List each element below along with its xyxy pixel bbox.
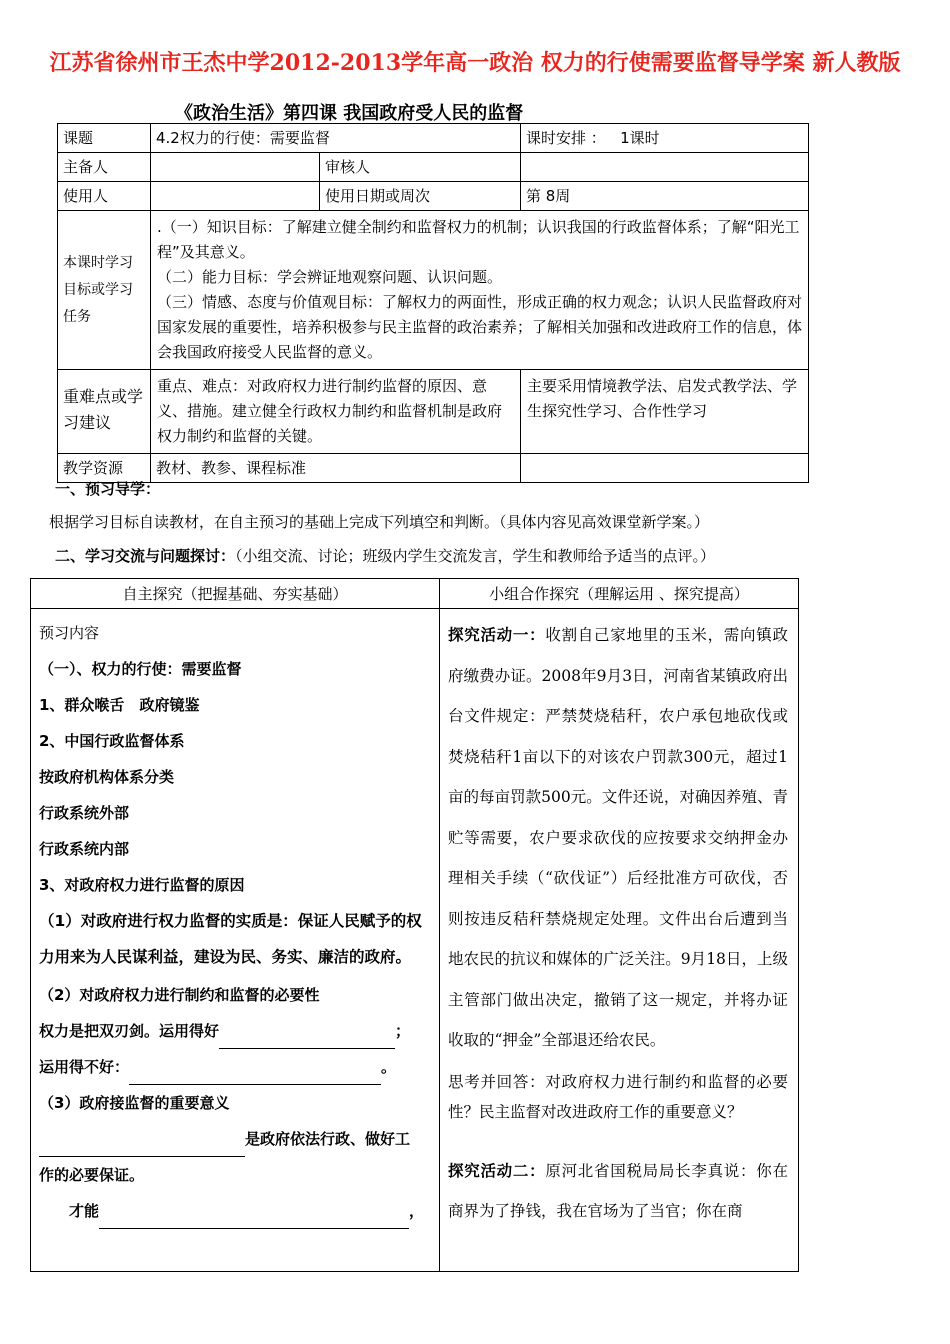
fill-1-prefix: 权力是把双刃剑。运用得好	[39, 1022, 220, 1040]
lesson-info-table	[57, 123, 809, 483]
topic-value: 4.2权力的行使：需要监督	[151, 124, 521, 153]
section-discussion-title: 二、学习交流与问题探讨：	[55, 547, 236, 565]
left-column-header: 自主探究（把握基础、夯实基础）	[122, 585, 348, 603]
user-value	[151, 182, 320, 211]
section-discussion-text: （小组交流、讨论；班级内学生交流发言，学生和教师给予适当的点评。）	[235, 547, 716, 565]
fill-blank-line-2	[39, 1049, 429, 1085]
schedule-value: 1课时	[620, 129, 660, 147]
activity-2-label: 探究活动二：	[448, 1160, 546, 1180]
fill-3-suffix: 是政府依法行政、做好工	[245, 1130, 411, 1148]
fill-2-prefix: 运用得不好：	[39, 1058, 130, 1076]
resource-label: 教学资源	[58, 454, 151, 483]
left-item-2: 2、中国行政监督体系	[39, 732, 185, 750]
fill-blank-2[interactable]	[129, 1062, 381, 1085]
fill-blank-3[interactable]	[39, 1134, 245, 1157]
section-preview-title: 一、预习导学：	[55, 480, 161, 498]
key-points: 重点、难点：对政府权力进行制约监督的原因、意义、措施。建立健全行政权力制约和监督机制是政府权力制约和监督的关键。	[151, 370, 521, 454]
user-label: 使用人	[58, 182, 151, 211]
preview-content-label: 预习内容	[39, 624, 100, 642]
goals-cell	[151, 211, 809, 370]
section-preview-text: 根据学习目标自读教材，在自主预习的基础上完成下列填空和判断。（具体内容见高效课堂新学案。）	[49, 513, 710, 531]
left-item-3b: （2）对政府权力进行制约和监督的必要性	[39, 986, 320, 1004]
reviewer-label: 审核人	[320, 153, 521, 182]
fill-blank-4[interactable]	[99, 1206, 409, 1229]
fill-4-prefix: 才能	[69, 1202, 100, 1220]
fill-blank-line-3	[39, 1121, 429, 1157]
schedule-cell	[521, 124, 809, 153]
resource-empty	[521, 454, 809, 483]
activity-2	[448, 1151, 788, 1232]
topic-label: 课题	[58, 124, 151, 153]
group-study-column	[440, 609, 796, 1232]
preparer-value	[151, 153, 320, 182]
document-title: 江苏省徐州市王杰中学2012-2013学年高一政治 权力的行使需要监督导学案 新人教版	[49, 50, 901, 76]
fill-3-continuation: 作的必要保证。	[39, 1166, 145, 1184]
left-para-1: （1）对政府进行权力监督的实质是：保证人民赋予的权力用来为人民谋利益，建设为民、务实、廉洁的政府。	[39, 912, 422, 966]
study-table	[30, 578, 799, 1272]
left-heading-1: （一）、权力的行使：需要监督	[39, 660, 242, 678]
fill-4-suffix: ，	[409, 1202, 425, 1220]
fill-2-suffix: 。	[381, 1058, 397, 1076]
fill-blank-line-4	[39, 1193, 429, 1229]
activity-1-question: 思考并回答：对政府权力进行制约和监督的必要性？民主监督对改进政府工作的重要意义？	[448, 1072, 788, 1121]
lesson-title: 《政治生活》第四课 我国政府受人民的监督	[175, 103, 524, 124]
activity-2-text: 原河北省国税局局长李真说：你在商界为了挣钱，我在官场为了当官；你在商	[448, 1161, 788, 1220]
activity-1	[448, 615, 788, 1061]
left-item-3c: （3）政府接监督的重要意义	[39, 1094, 230, 1112]
section-discussion	[55, 545, 715, 566]
key-points-label: 重难点或学习建议	[58, 370, 151, 454]
left-item-3: 3、对政府权力进行监督的原因	[39, 876, 245, 894]
preparer-label: 主备人	[58, 153, 151, 182]
goals-label: 本课时学习目标或学习任务	[58, 211, 151, 370]
left-item-1: 1、群众喉舌 政府镜鉴	[39, 696, 200, 714]
schedule-label: 课时安排 ：	[526, 129, 606, 147]
activity-1-label: 探究活动一：	[448, 625, 546, 644]
value-goal: （三）情感、态度与价值观目标：了解权力的两面性，形成正确的权力观念；认识人民监督政府对国家发展的重要性，培养积极参与民主监督的政治素养；了解相关加强和改进政府工作的信息，体会我国政府接受人民监督的意义。	[157, 293, 803, 361]
fill-blank-line-1	[39, 1013, 429, 1049]
fill-1-suffix: ；	[395, 1022, 411, 1040]
self-study-column	[31, 609, 437, 1229]
teaching-methods: 主要采用情境教学法、启发式教学法、学生探究性学习、合作性学习	[521, 370, 809, 454]
ability-goal: （二）能力目标：学会辨证地观察问题、认识问题。	[157, 268, 503, 286]
left-item-2b: 行政系统外部	[39, 804, 130, 822]
right-column-header: 小组合作探究（理解运用 、探究提高）	[489, 585, 749, 603]
reviewer-value	[521, 153, 809, 182]
knowledge-goal: .（一）知识目标：了解建立健全制约和监督权力的机制；认识我国的行政监督体系；了解“阳光工程”及其意义。	[157, 218, 800, 261]
left-item-2c: 行政系统内部	[39, 840, 130, 858]
resource-value: 教材、教参、课程标准	[151, 454, 521, 483]
fill-blank-1[interactable]	[219, 1026, 395, 1049]
left-item-2a: 按政府机构体系分类	[39, 768, 175, 786]
activity-1-text: 收割自己家地里的玉米，需向镇政府缴费办证。2008年9月3日，河南省某镇政府出台文件规定：严禁焚烧秸秆，农户承包地砍伐或焚烧秸秆1亩以下的对该农户罚款300元，超过1亩的每亩罚款500元。文件还说，对确因养殖、青贮等需要，农户要求砍伐的应按要求交纳押金办理相关手续（“砍伐证”）后经批准方可砍伐，否则按违反秸秆禁烧规定处理。文件出台后遭到当地农民的抗议和媒体的广泛关注。9月18日，上级主管部门做出决定，撤销了这一规定，并将办证收取的“押金”全部退还给农民。	[448, 626, 788, 1049]
date-label: 使用日期或周次	[320, 182, 521, 211]
week-value: 第 8周	[521, 182, 809, 211]
